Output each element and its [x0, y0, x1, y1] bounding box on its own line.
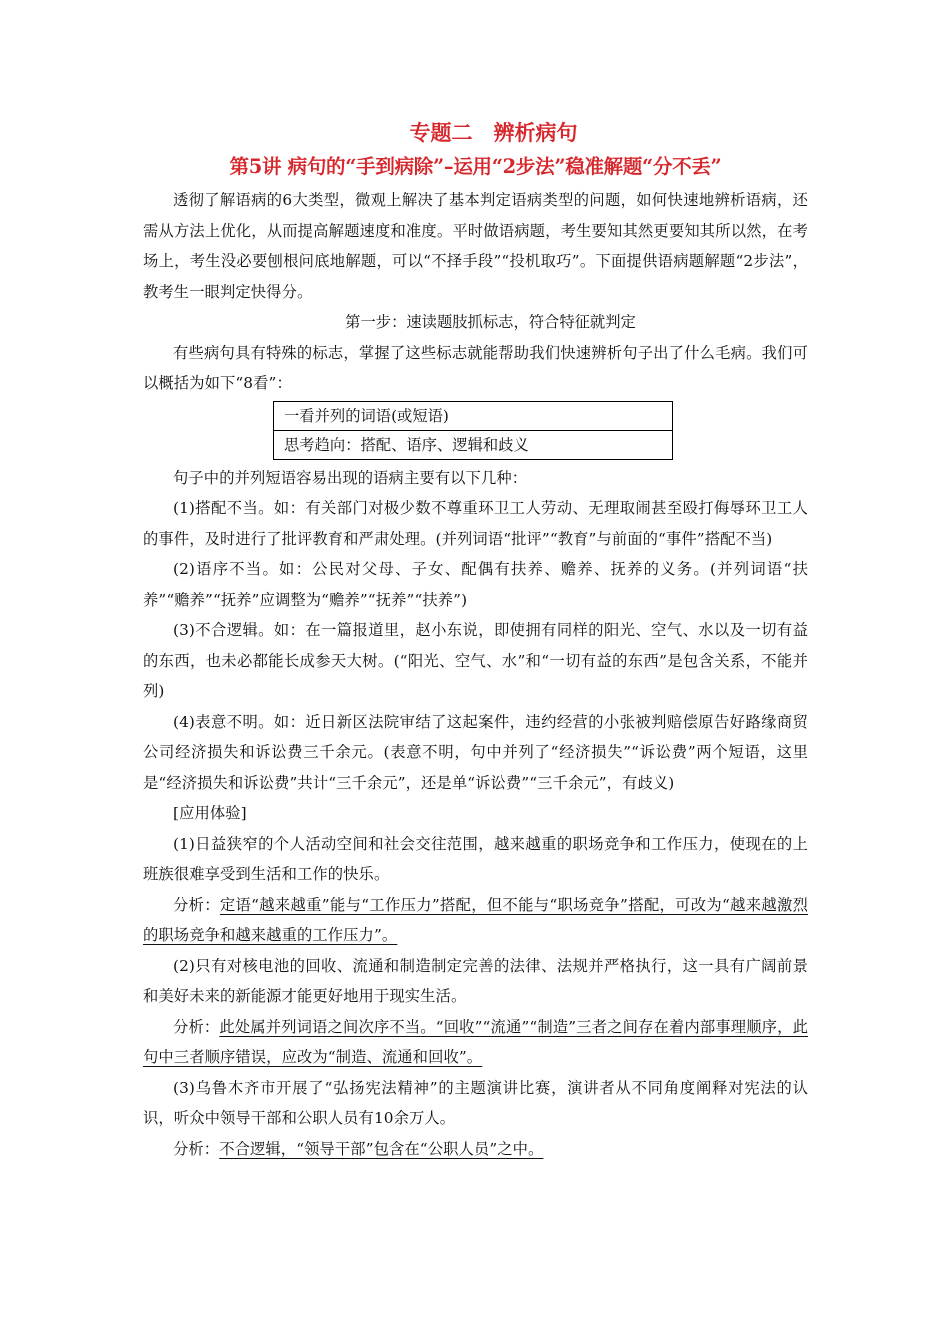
analysis-text: 定语“越来越重”能与“工作压力”搭配，但不能与“职场竞争”搭配，可改为“越来越激烈的职场竞争和越来越重的工作压力”。 [143, 895, 808, 944]
practice-analysis [143, 1012, 808, 1073]
practice-question: (3)乌鲁木齐市开展了“弘扬宪法精神”的主题演讲比赛，演讲者从不同角度阐释对宪法的认识，听众中领导干部和公职人员有10余万人。 [143, 1078, 808, 1127]
analysis-label: 分析： [173, 1017, 220, 1036]
topic-title: 专题二 辨析病句 [409, 120, 578, 145]
box-row-2: 思考趋向：搭配、语序、逻辑和歧义 [274, 430, 673, 459]
case-item: (3)不合逻辑。如：在一篇报道里，赵小东说，即使拥有同样的阳光、空气、水以及一切有益的东西，也未必都能长成参天大树。(“阳光、空气、水”和“一切有益的东西”是包含关系，不能并列) [143, 621, 808, 700]
lecture-title: 第5讲 病句的“手到病除”–运用“2步法”稳准解题“分不丢” [229, 155, 722, 178]
box-row-1: 一看并列的词语(或短语) [274, 401, 673, 430]
practice-question: (2)只有对核电池的回收、流通和制造制定完善的法律、法规并严格执行，这一具有广阔前景和美好未来的新能源才能更好地用于现实生活。 [143, 956, 808, 1005]
practice-analysis [143, 1134, 808, 1165]
analysis-text: 不合逻辑，“领导干部”包含在“公职人员”之中。 [219, 1139, 544, 1158]
summary-box [273, 401, 673, 460]
list-intro: 句子中的并列短语容易出现的语病主要有以下几种： [173, 468, 528, 487]
analysis-label: 分析： [173, 1139, 220, 1158]
case-item: (4)表意不明。如：近日新区法院审结了这起案件，违约经营的小张被判赔偿原告好路缘商贸公司经济损失和诉讼费三千余元。(表意不明，句中并列了“经济损失”“诉讼费”两个短语，这里是“经济损失和诉讼费”共计“三千余元”，还是单“诉讼费”“三千余元”，有歧义) [143, 712, 808, 792]
document-body [143, 118, 808, 1164]
analysis-label: 分析： [173, 895, 220, 914]
case-item: (1)搭配不当。如：有关部门对极少数不尊重环卫工人劳动、无理取闹甚至殴打侮辱环卫工人的事件，及时进行了批评教育和严肃处理。(并列词语“批评”“教育”与前面的“事件”搭配不当) [143, 499, 808, 548]
analysis-text: 此处属并列词语之间次序不当。“回收”“流通”“制造”三者之间存在着内部事理顺序，此句中三者顺序错误，应改为“制造、流通和回收”。 [143, 1017, 808, 1066]
intro-paragraph: 透彻了解语病的6大类型，微观上解决了基本判定语病类型的问题，如何快速地辨析语病，还需从方法上优化，从而提高解题速度和准度。平时做语病题，考生要知其然更要知其所以然，在考场上，考生没必要刨根问底地解题，可以“不择手段”“投机取巧”。下面提供语病题解题“2步法”，教考生一眼判定快得分。 [143, 191, 808, 301]
case-item: (2)语序不当。如：公民对父母、子女、配偶有扶养、赡养、抚养的义务。(并列词语“扶养”“赡养”“抚养”应调整为“赡养”“抚养”“扶养”) [143, 560, 808, 609]
step1-paragraph: 有些病句具有特殊的标志，掌握了这些标志就能帮助我们快速辨析句子出了什么毛病。我们可以概括为如下“8看”： [143, 343, 808, 392]
practice-analysis [143, 890, 808, 951]
practice-label: [应用体验] [173, 804, 247, 822]
practice-question: (1)日益狭窄的个人活动空间和社会交往范围，越来越重的职场竞争和工作压力，使现在的上班族很难享受到生活和工作的快乐。 [143, 834, 808, 883]
step1-heading: 第一步：速读题肢抓标志，符合特征就判定 [345, 313, 636, 331]
